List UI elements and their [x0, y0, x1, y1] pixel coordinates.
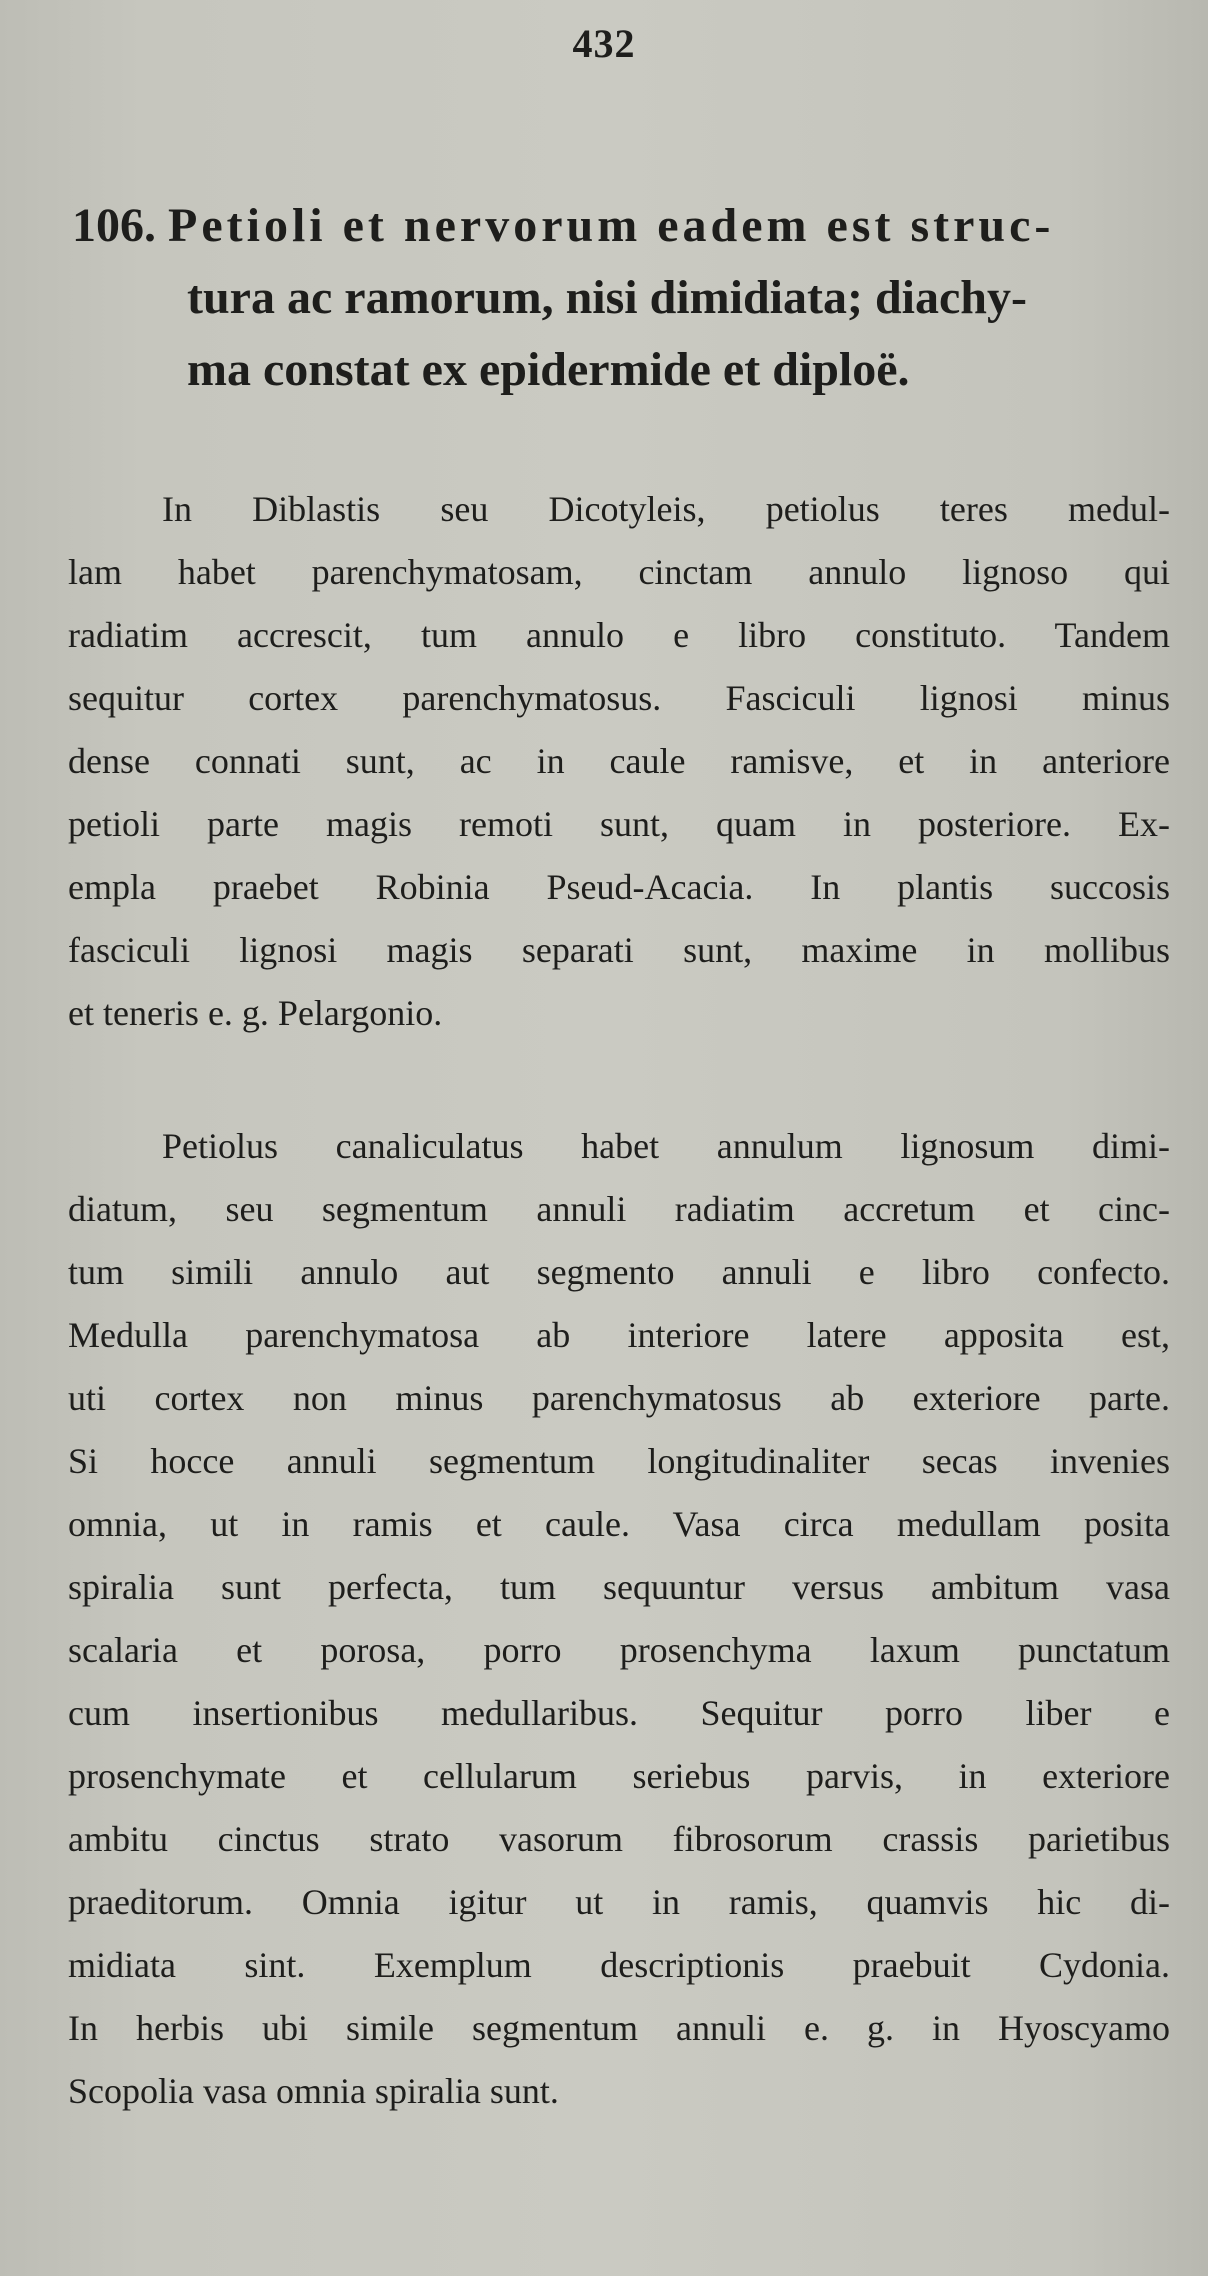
text-line: dense connati sunt, ac in caule ramisve, et in anteriore	[68, 741, 1170, 781]
paragraph-1	[68, 478, 1170, 1045]
text-line: spiralia sunt perfecta, tum sequuntur versus ambitum vasa	[68, 1567, 1170, 1607]
text-line: empla praebet Robinia Pseud-Acacia. In plantis succosis	[68, 867, 1170, 907]
text-line: In Diblastis seu Dicotyleis, petiolus teres medul-	[162, 489, 1170, 529]
text-line: Scopolia vasa omnia spiralia sunt.	[68, 2071, 559, 2111]
text-line: sequitur cortex parenchymatosus. Fasciculi lignosi minus	[68, 678, 1170, 718]
text-line: Medulla parenchymatosa ab interiore latere apposita est,	[68, 1315, 1170, 1355]
text-line: Si hocce annuli segmentum longitudinaliter secas invenies	[68, 1441, 1170, 1481]
text-line: cum insertionibus medullaribus. Sequitur porro liber e	[68, 1693, 1170, 1733]
heading-line: ma constat ex epidermide et diploë.	[187, 343, 910, 396]
text-line: uti cortex non minus parenchymatosus ab exteriore parte.	[68, 1378, 1170, 1418]
text-line: fasciculi lignosi magis separati sunt, maxime in mollibus	[68, 930, 1170, 970]
paragraph-2	[68, 1115, 1170, 2123]
heading-line-text: Petioli et nervorum eadem est struc-	[168, 199, 1055, 252]
text-line: diatum, seu segmentum annuli radiatim accretum et cinc-	[68, 1189, 1170, 1229]
text-line: tum simili annulo aut segmento annuli e libro confecto.	[68, 1252, 1170, 1292]
heading-line	[72, 190, 1182, 262]
text-line: scalaria et porosa, porro prosenchyma laxum punctatum	[68, 1630, 1170, 1670]
text-line: omnia, ut in ramis et caule. Vasa circa medullam posita	[68, 1504, 1170, 1544]
section-number: 106.	[72, 199, 156, 252]
text-line: prosenchymate et cellularum seriebus parvis, in exteriore	[68, 1756, 1170, 1796]
text-line: et teneris e. g. Pelargonio.	[68, 993, 443, 1033]
text-line: radiatim accrescit, tum annulo e libro constituto. Tandem	[68, 615, 1170, 655]
section-heading	[72, 190, 1182, 406]
heading-line: tura ac ramorum, nisi dimidiata; diachy-	[187, 271, 1027, 324]
text-line: midiata sint. Exemplum descriptionis praebuit Cydonia.	[68, 1945, 1170, 1985]
text-line: petioli parte magis remoti sunt, quam in posteriore. Ex-	[68, 804, 1170, 844]
text-line: In herbis ubi simile segmentum annuli e. g. in Hyoscyamo	[68, 2008, 1170, 2048]
page-number: 432	[572, 21, 636, 66]
text-line: Petiolus canaliculatus habet annulum lignosum dimi-	[162, 1126, 1170, 1166]
text-line: ambitu cinctus strato vasorum fibrosorum crassis parietibus	[68, 1819, 1170, 1859]
text-line: praeditorum. Omnia igitur ut in ramis, quamvis hic di-	[68, 1882, 1170, 1922]
text-line: lam habet parenchymatosam, cinctam annulo lignoso qui	[68, 552, 1170, 592]
